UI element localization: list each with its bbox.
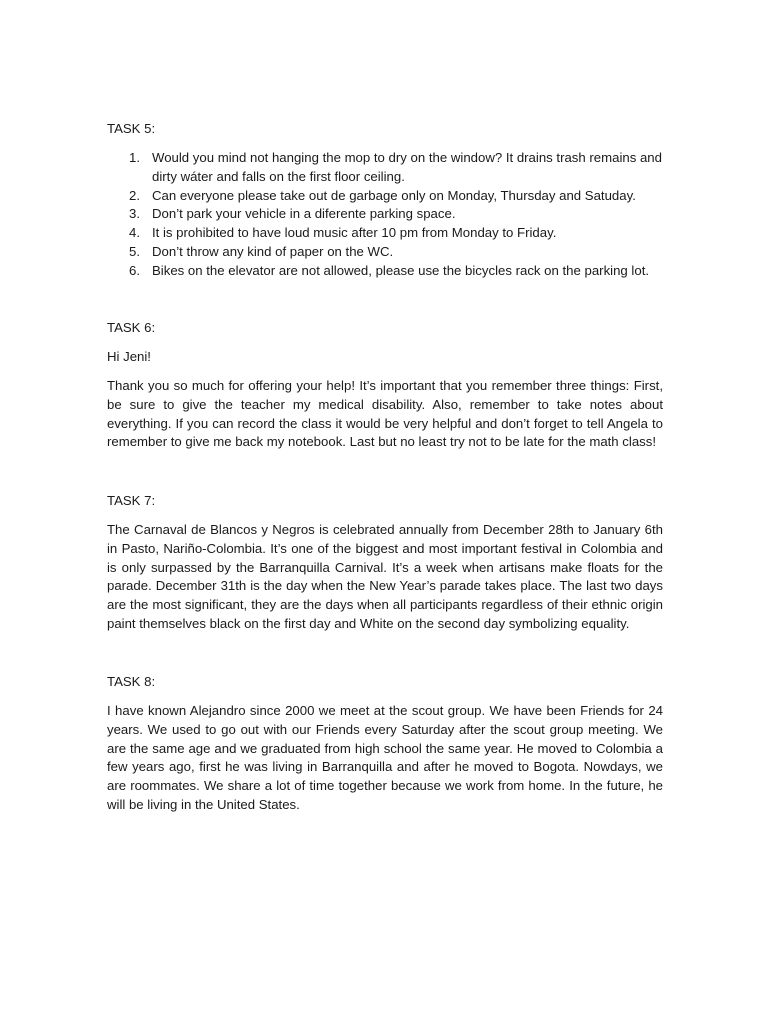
list-item bbox=[107, 149, 663, 187]
list-item bbox=[107, 224, 663, 243]
task5-list bbox=[107, 149, 663, 281]
task7-heading: TASK 7: bbox=[107, 493, 156, 508]
list-number: 6. bbox=[129, 262, 140, 278]
list-item-text: Bikes on the elevator are not allowed, please use the bicycles rack on the parking lot. bbox=[152, 262, 650, 278]
list-number: 1. bbox=[129, 150, 140, 165]
list-number: 3. bbox=[129, 206, 140, 222]
list-item-text: Can everyone please take out de garbage only on Monday, Thursday and Satuday. bbox=[152, 187, 636, 203]
list-item bbox=[107, 262, 663, 281]
task6-greeting: Hi Jeni! bbox=[107, 349, 151, 364]
task8-heading: TASK 8: bbox=[107, 674, 156, 689]
list-item bbox=[107, 187, 663, 206]
list-item bbox=[107, 205, 663, 224]
list-number: 2. bbox=[129, 187, 140, 203]
list-number: 4. bbox=[129, 225, 140, 241]
task7-paragraph: The Carnaval de Blancos y Negros is celebrated annually from December 28th to January 6th in Pasto, Nariño-Colombia. It’s one of the biggest and most important festival in Colombia and is only surpassed by the Barranquilla Carnival. It’s a week when artisans make floats for the parade. December 31th is the day when the New Year’s parade takes place. The last two days are the most significant, they are the days when all participants regardless of their ethnic origin paint themselves black on the first day and White on the second day symbolizing equality. bbox=[107, 522, 663, 631]
list-item-text: Don’t park your vehicle in a diferente parking space. bbox=[152, 206, 456, 222]
list-number: 5. bbox=[129, 243, 140, 259]
task5-heading: TASK 5: bbox=[107, 121, 156, 136]
list-item-text: Would you mind not hanging the mop to dry on the window? It drains trash remains and dirty wáter and falls on the first floor ceiling. bbox=[152, 150, 662, 184]
list-item-text: It is prohibited to have loud music after 10 pm from Monday to Friday. bbox=[152, 225, 557, 241]
task6-heading: TASK 6: bbox=[107, 320, 156, 335]
list-item bbox=[107, 243, 663, 262]
task6-paragraph: Thank you so much for offering your help! It’s important that you remember three things: First, be sure to give the teacher my medical disability. Also, remember to take notes about everything. If you can record the class it would be very helpful and don’t forget to tell Angela to remember to give me back my notebook. Last but no least try not to be late for the math class! bbox=[107, 378, 663, 450]
task8-paragraph: I have known Alejandro since 2000 we meet at the scout group. We have been Friends for 24 years. We used to go out with our Friends every Saturday after the scout group meeting. We are the same age and we graduated from high school the same year. He moved to Colombia a few years ago, first he was living in Barranquilla and after he moved to Bogota. Nowdays, we are roommates. We share a lot of time together because we work from home. In the future, he will be living in the United States. bbox=[107, 703, 663, 812]
list-item-text: Don’t throw any kind of paper on the WC. bbox=[152, 243, 394, 259]
